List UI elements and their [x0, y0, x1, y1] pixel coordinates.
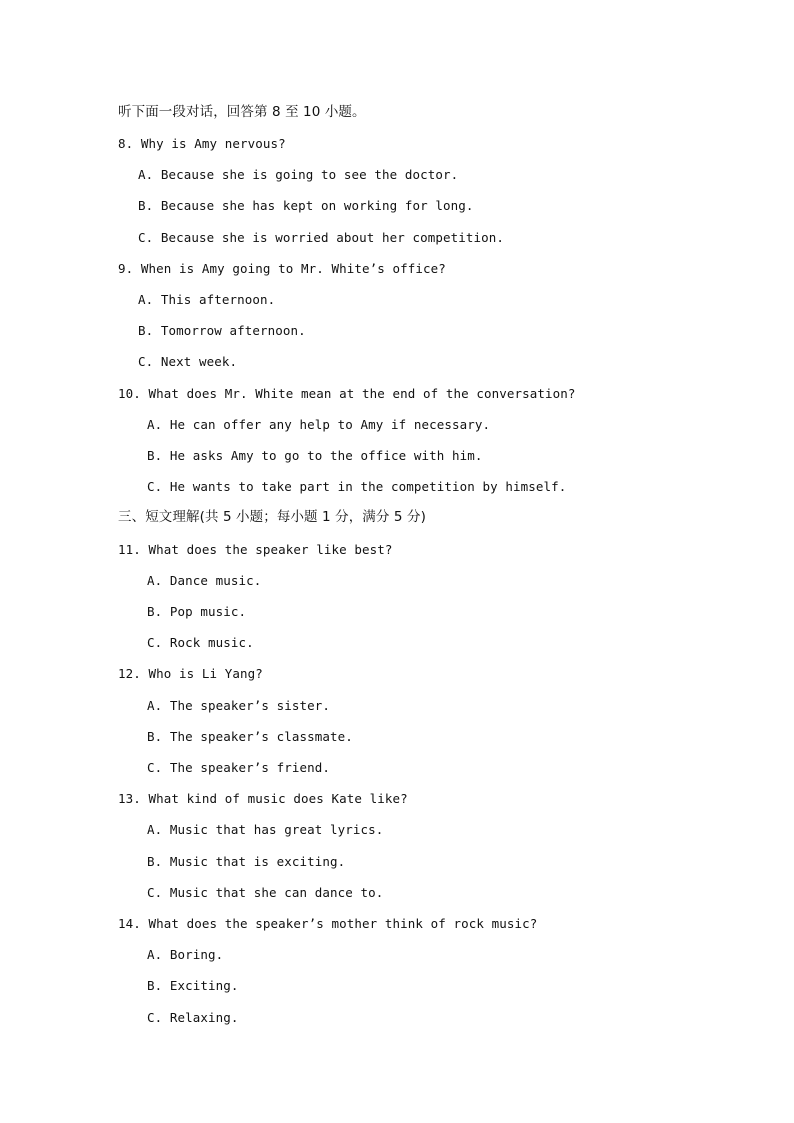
- question-8-option-b: B. Because she has kept on working for long.: [138, 198, 474, 213]
- question-14-option-b: B. Exciting.: [147, 978, 239, 993]
- question-11-option-c: C. Rock music.: [147, 635, 254, 650]
- question-12-option-a: A. The speaker’s sister.: [147, 698, 331, 713]
- question-9-option-c: C. Next week.: [138, 354, 238, 369]
- question-13-option-a: A. Music that has great lyrics.: [147, 822, 384, 837]
- question-12-option-b: B. The speaker’s classmate.: [147, 729, 353, 744]
- question-13-option-c: C. Music that she can dance to.: [147, 885, 384, 900]
- question-12-option-c: C. The speaker’s friend.: [147, 760, 331, 775]
- section-heading: 三、短文理解(共 5 小题；每小题 1 分，满分 5 分): [118, 509, 426, 525]
- question-11-option-b: B. Pop music.: [147, 604, 247, 619]
- question-8-stem: 8. Why is Amy nervous?: [118, 136, 286, 151]
- question-9-option-b: B. Tomorrow afternoon.: [138, 323, 306, 338]
- question-12-stem: 12. Who is Li Yang?: [118, 666, 263, 681]
- question-14-stem: 14. What does the speaker’s mother think of rock music?: [118, 916, 538, 931]
- question-14-option-c: C. Relaxing.: [147, 1010, 239, 1025]
- question-9-stem: 9. When is Amy going to Mr. White’s office?: [118, 261, 446, 276]
- section-intro: 听下面一段对话，回答第 8 至 10 小题。: [118, 104, 366, 120]
- question-11-option-a: A. Dance music.: [147, 573, 262, 588]
- question-8-option-c: C. Because she is worried about her competition.: [138, 230, 505, 245]
- question-10-stem: 10. What does Mr. White mean at the end of the conversation?: [118, 386, 576, 401]
- question-13-option-b: B. Music that is exciting.: [147, 854, 346, 869]
- question-14-option-a: A. Boring.: [147, 947, 224, 962]
- question-10-option-b: B. He asks Amy to go to the office with him.: [147, 448, 483, 463]
- question-9-option-a: A. This afternoon.: [138, 292, 276, 307]
- question-10-option-c: C. He wants to take part in the competition by himself.: [147, 479, 567, 494]
- question-8-option-a: A. Because she is going to see the doctor.: [138, 167, 459, 182]
- question-10-option-a: A. He can offer any help to Amy if necessary.: [147, 417, 491, 432]
- question-11-stem: 11. What does the speaker like best?: [118, 542, 393, 557]
- question-13-stem: 13. What kind of music does Kate like?: [118, 791, 408, 806]
